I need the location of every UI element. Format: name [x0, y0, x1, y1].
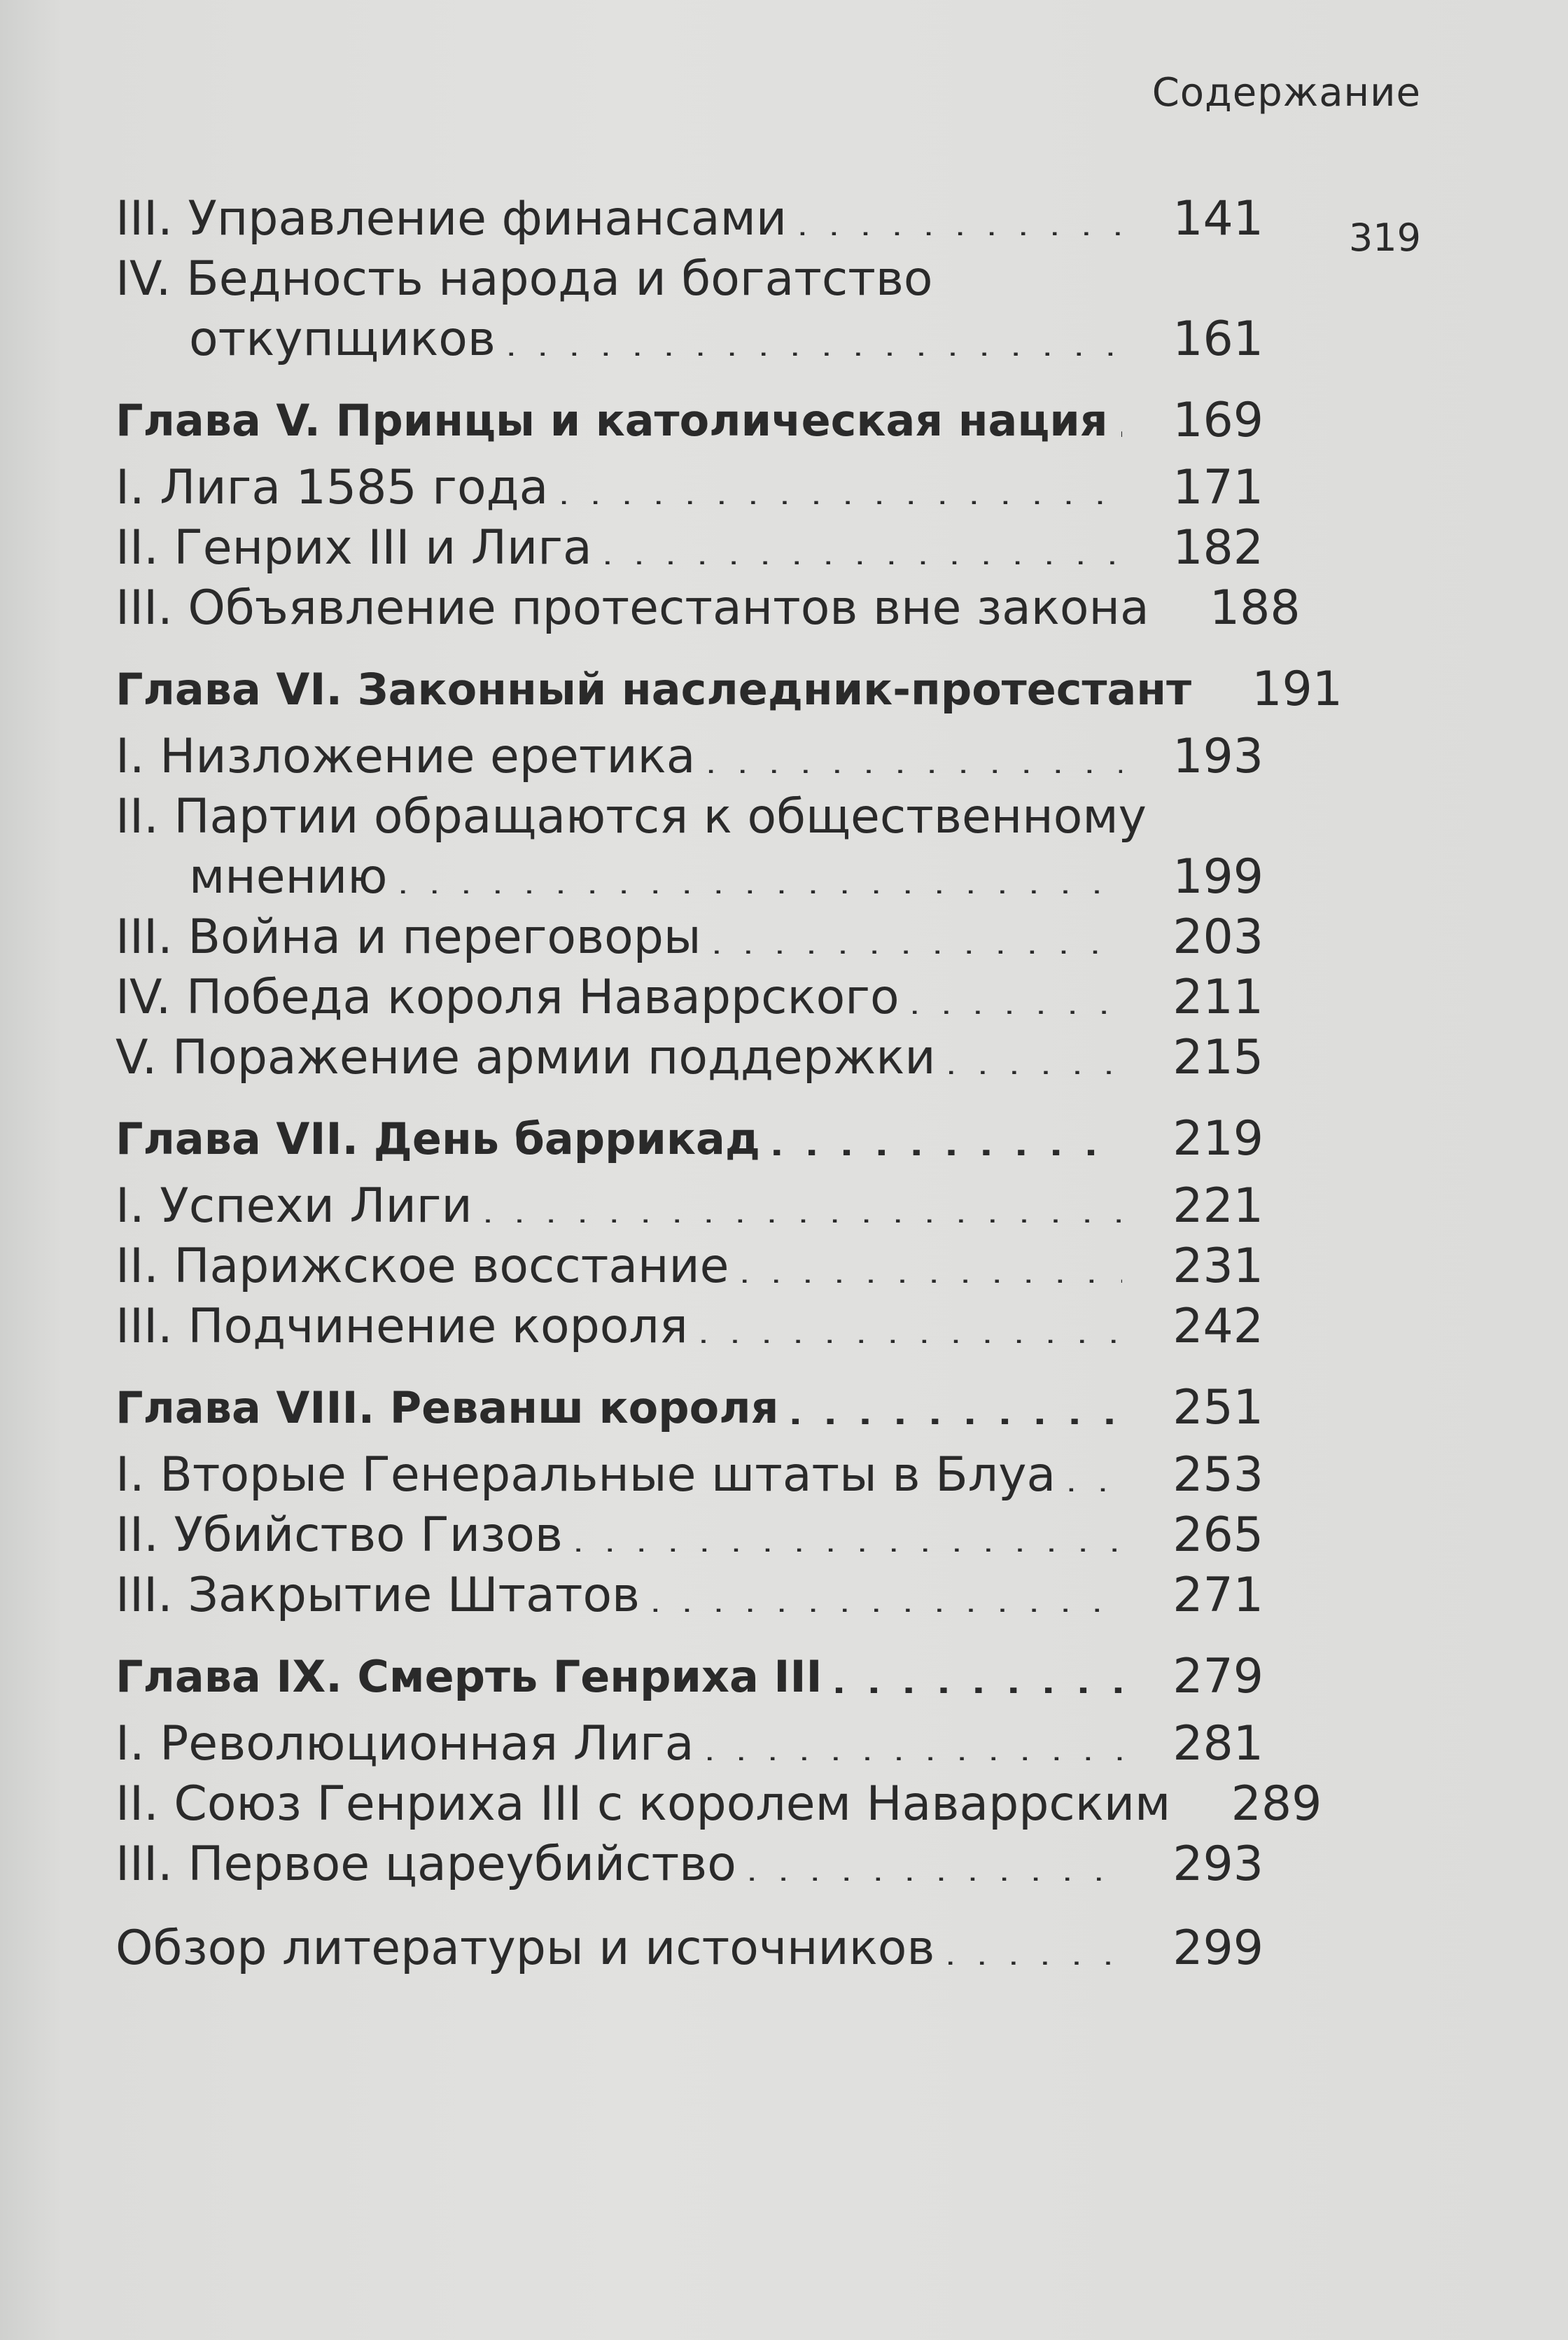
toc-chapter[interactable]: Глава VII. День баррикад . . . 219: [115, 1109, 1264, 1169]
toc-entry[interactable]: I. Вторые Генеральные штаты в Блуа . . . 253: [115, 1445, 1264, 1505]
table-of-contents: [115, 189, 1343, 1979]
dot-leader: [698, 1322, 1122, 1343]
toc-entry[interactable]: III. Управление финансами . . . 141: [115, 189, 1264, 249]
toc-entry[interactable]: I. Революционная Лига . . . 281: [115, 1714, 1264, 1774]
dot-leader: [482, 1202, 1122, 1223]
toc-entry[interactable]: I. Успехи Лиги . . . 221: [115, 1176, 1264, 1237]
dot-leader: [602, 543, 1122, 564]
toc-chapter[interactable]: Глава VIII. Реванш короля . . . 251: [115, 1378, 1264, 1438]
dot-leader: [746, 1860, 1122, 1881]
toc-entry[interactable]: II. Парижское восстание . . . 231: [115, 1237, 1264, 1297]
dot-leader: [944, 1944, 1122, 1965]
toc-entry[interactable]: III. Первое цареубийство . . . 293: [115, 1834, 1264, 1895]
dot-leader: [1065, 1470, 1122, 1491]
toc-entry[interactable]: IV. Победа короля Наваррского . . . 211: [115, 968, 1264, 1028]
toc-chapter[interactable]: Глава VI. Законный наследник-протестант 191: [115, 662, 1343, 717]
dot-leader: [1118, 416, 1122, 437]
toc-chapter[interactable]: Глава V. Принцы и католическая нация . . . 169: [115, 391, 1264, 451]
dot-leader: [705, 752, 1122, 773]
dot-leader: [946, 1053, 1122, 1074]
dot-leader: [704, 1739, 1122, 1760]
toc-entry-line: II. Партии обращаются к общественному: [115, 789, 1147, 844]
dot-leader: [505, 335, 1122, 356]
toc-chapter[interactable]: Глава IX. Смерть Генриха III . . . 279: [115, 1647, 1264, 1707]
toc-entry[interactable]: I. Низложение еретика . . . 193: [115, 727, 1264, 787]
dot-leader: [788, 1403, 1122, 1424]
toc-entry[interactable]: II. Убийство Гизов . . . 265: [115, 1505, 1264, 1566]
dot-leader: [573, 1531, 1122, 1552]
running-head: Содержание: [1152, 70, 1421, 116]
toc-entry[interactable]: V. Поражение армии поддержки . . . 215: [115, 1028, 1264, 1088]
dot-leader: [398, 872, 1123, 893]
toc-entry[interactable]: мнению . . . 199: [115, 847, 1264, 907]
dot-leader: [832, 1672, 1122, 1693]
toc-entry-final[interactable]: Обзор литературы и источников . . . 299: [115, 1918, 1264, 1979]
toc-entry[interactable]: I. Лига 1585 года . . . 171: [115, 458, 1264, 518]
toc-entry[interactable]: III. Закрытие Штатов . . . 271: [115, 1566, 1264, 1626]
toc-entry[interactable]: откупщиков . . . 161: [115, 309, 1264, 370]
toc-entry[interactable]: III. Объявление протестантов вне закона 188: [115, 580, 1301, 636]
toc-entry[interactable]: II. Генрих III и Лига . . . 182: [115, 518, 1264, 578]
dot-leader: [770, 1134, 1122, 1155]
page-number: 319: [1348, 216, 1421, 260]
dot-leader: [650, 1591, 1122, 1612]
toc-entry[interactable]: III. Война и переговоры . . . 203: [115, 907, 1264, 968]
dot-leader: [797, 214, 1122, 235]
toc-entry[interactable]: II. Союз Генриха III с королем Наваррским 289: [115, 1776, 1322, 1832]
dot-leader: [558, 483, 1122, 504]
toc-entry[interactable]: III. Подчинение короля . . . 242: [115, 1297, 1264, 1357]
toc-entry-line: IV. Бедность народа и богатство: [115, 251, 933, 307]
dot-leader: [909, 993, 1122, 1014]
dot-leader: [739, 1262, 1123, 1283]
dot-leader: [711, 933, 1122, 954]
